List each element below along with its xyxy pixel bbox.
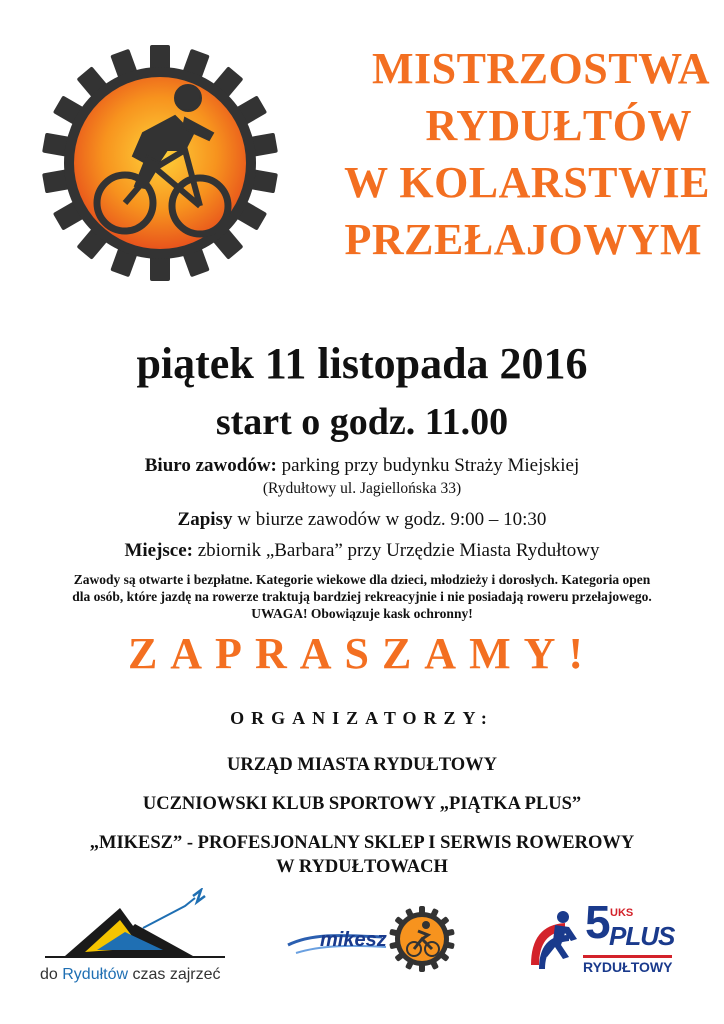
- title-line-4: PRZEŁAJOWYM: [344, 215, 702, 264]
- invite-heading: ZAPRASZAMY!: [127, 629, 597, 678]
- notice-line-3: UWAGA! Obowiązuje kask ochronny!: [251, 606, 473, 621]
- organizer-bike-shop-location: W RYDUŁTOWACH: [276, 857, 448, 877]
- city-logo: [30, 888, 230, 998]
- event-start-time: start o godz. 11.00: [215, 401, 509, 443]
- event-date: piątek 11 listopada 2016: [136, 339, 588, 388]
- title-line-1: MISTRZOSTWA: [371, 44, 710, 93]
- office-value: parking przy budynku Straży Miejskiej: [276, 455, 580, 476]
- mountain-icon: [45, 888, 225, 960]
- uks-number: 5: [585, 896, 611, 948]
- organizer-bike-shop: „MIKESZ” - PROFESJONALNY SKLEP I SERWIS ROWEROWY: [89, 833, 635, 853]
- city-slogan: [40, 966, 221, 984]
- mikesz-logo: [282, 905, 462, 975]
- mikesz-text: mikesz: [320, 929, 387, 951]
- place-line: [0, 540, 724, 562]
- organizers-heading: ORGANIZATORZY:: [230, 708, 494, 728]
- office-line: [0, 455, 724, 477]
- office-address: (Rydułtowy ul. Jagiellońska 33): [262, 480, 462, 497]
- city-slogan-name: Rydułtów: [62, 966, 129, 983]
- gear-cyclist-logo: [35, 38, 285, 288]
- notice-line-2: dla osób, które jazdę na rowerze traktują bardziej rekreacyjnie i nie posiadają roweru przełajowego.: [72, 589, 652, 604]
- uks-city-label: RYDUŁTOWY: [583, 955, 672, 975]
- signup-line: [0, 509, 724, 531]
- office-label: Biuro zawodów:: [144, 455, 277, 476]
- uks-small-label: UKS: [610, 907, 634, 919]
- organizer-sports-club: UCZNIOWSKI KLUB SPORTOWY „PIĄTKA PLUS”: [142, 794, 582, 814]
- uks-plus-label: PLUS: [609, 921, 675, 951]
- event-notice: [40, 571, 684, 622]
- place-label: Miejsce:: [124, 540, 193, 561]
- city-slogan-suffix: czas zajrzeć: [128, 966, 221, 983]
- uks-logo: [525, 896, 685, 977]
- notice-line-1: Zawody są otwarte i bezpłatne. Kategorie wiekowe dla dzieci, młodzieży i dorosłych. Kategoria open: [73, 572, 651, 587]
- event-title: [270, 40, 710, 268]
- signup-value: w biurze zawodów w godz. 9:00 – 10:30: [232, 509, 547, 530]
- place-value: zbiornik „Barbara” przy Urzędzie Miasta Rydułtowy: [193, 540, 600, 561]
- title-line-3: W KOLARSTWIE: [344, 158, 710, 207]
- runner-icon: [525, 905, 585, 975]
- organizer-city-hall: URZĄD MIASTA RYDUŁTOWY: [226, 755, 498, 775]
- city-slogan-prefix: do: [40, 966, 63, 983]
- title-line-2: RYDUŁTÓW: [425, 101, 692, 150]
- signup-label: Zapisy: [177, 509, 233, 530]
